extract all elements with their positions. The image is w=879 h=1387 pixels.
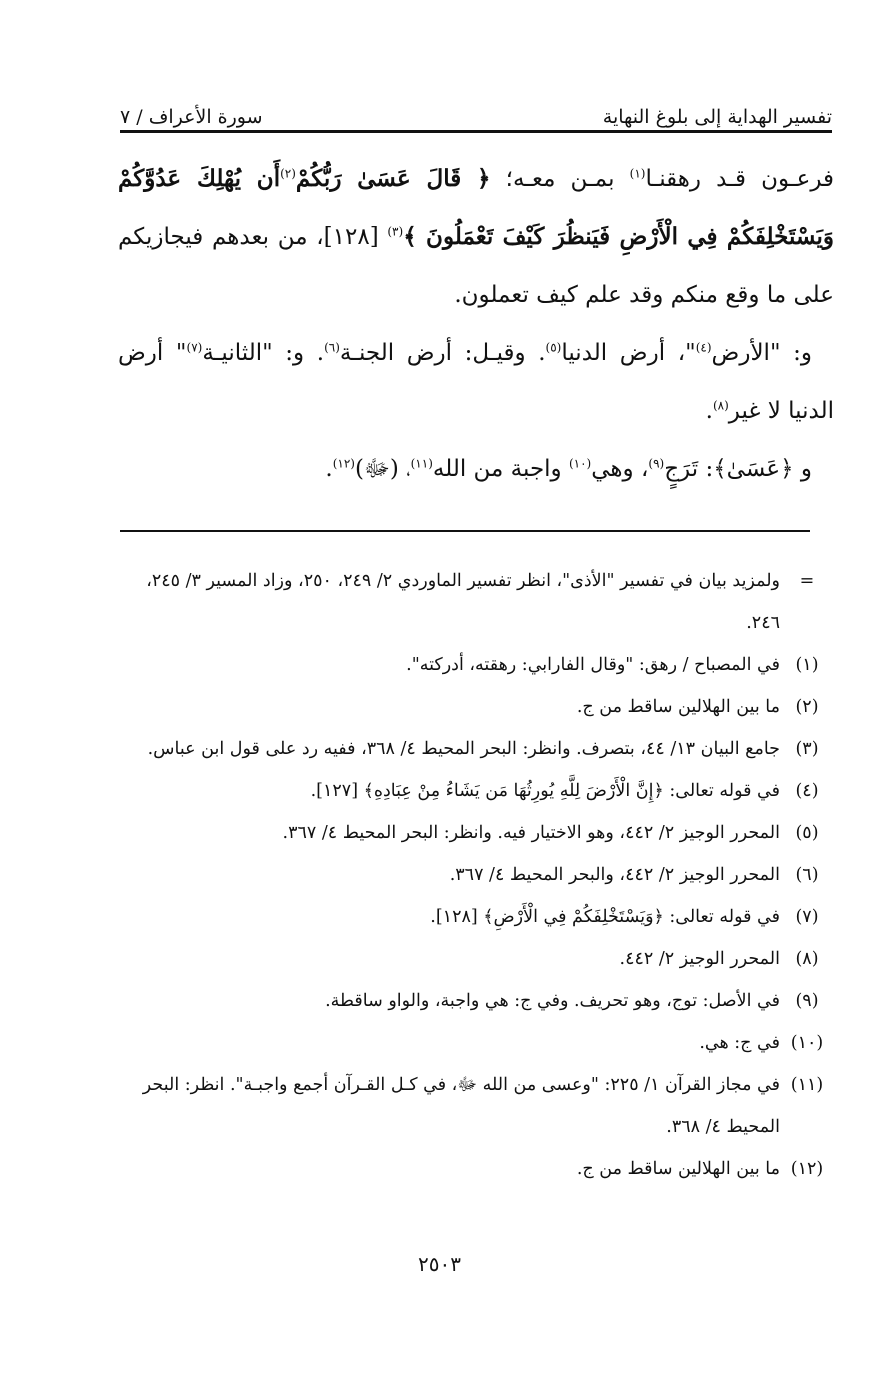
footnote-ref[interactable]: (١١) [410,456,433,471]
footnote-text: المحرر الوجيز ٢/ ٤٤٢، وهو الاختيار فيه. وانظر: البحر المحيط ٤/ ٣٦٧. [282,823,780,843]
footnote [112,1022,834,1064]
footnote [112,938,834,980]
page-number: ٢٥٠٣ [418,1252,461,1276]
footnote-ref[interactable]: (١٢) [332,456,355,471]
book-title: تفسير الهداية إلى بلوغ النهاية [602,106,832,128]
footnote-ref[interactable]: (٤) [695,340,712,355]
footnote-text: ما بين الهلالين ساقط من ج. [576,697,780,717]
text-run: . و: "الثانيـة [202,340,325,366]
text-run: "، أرض الدنيا [561,340,696,366]
paragraph-2 [118,324,834,440]
footnote-ref[interactable]: (٢) [280,166,296,181]
footnote-ref[interactable]: (٩) [648,456,665,471]
text-run: فرعـون قـد رهقنـا [645,166,834,192]
footnote [112,1064,834,1148]
footnote-ref[interactable]: (٥) [545,340,562,355]
footnote-separator [120,530,810,532]
footnote-text: المحرر الوجيز ٢/ ٤٤٢، والبحر المحيط ٤/ ٣٦٧. [449,865,780,885]
footnote [112,728,834,770]
footnote-text: في مجاز القرآن ١/ ٢٢٥: "وعسى من الله ﷻ، في كـل القـرآن أجمع واجبـة". انظر: البحر المحيط ٤/ ٣٦٨. [142,1075,780,1137]
footnote-ref[interactable]: (٦) [324,340,340,355]
footnote [112,644,834,686]
footnote-number: (١٢) [790,1159,824,1179]
footnote-number: (٧) [795,907,819,927]
footnote [112,686,834,728]
footnote-text: ولمزيد بيان في تفسير "الأذى"، انظر تفسير الماوردي ٢/ ٢٤٩، ٢٥٠، وزاد المسير ٣/ ٢٤٥، ٢٤٦. [146,571,780,633]
text-run: ، (ﷻ) [354,456,411,482]
main-text [118,150,834,498]
quran-verse: أَن يُهْلِكَ عَدُوَّكُمْ وَيَسْتَخْلِفَكُمْ فِي الْأَرْضِ فَيَنظُرَ كَيْفَ تَعْمَلُونَ ﴾ [118,165,834,250]
text-run: . وقيـل: أرض الجنـة [339,340,546,366]
footnote [112,980,834,1022]
footnote-text: المحرر الوجيز ٢/ ٤٤٢. [619,949,780,969]
footnote-ref[interactable]: (٣) [387,224,404,239]
footnote [112,1148,834,1190]
footnote-ref[interactable]: (٧) [186,340,203,355]
footnote-ref[interactable]: (١٠) [568,456,592,471]
footnote-text: في قوله تعالى: ﴿وَيَسْتَخْلِفَكُمْ فِي الْأَرْضِ﴾ [١٢٨]. [430,907,780,927]
text-run: ، وهي [591,456,649,482]
footnote-number: (٨) [795,949,819,969]
footnote-number: (١٠) [790,1033,824,1053]
footnote-continuation [112,560,834,644]
footnote [112,854,834,896]
footnote-text: في المصباح / رهق: "وقال الفارابي: رهقته، أدركته". [406,655,780,675]
text-run: . [705,398,713,424]
text-run: [١٢٨]، من بعدهم فيجازيكم على ما وقع منكم وقد علم كيف تعملون. [118,224,834,308]
quran-verse: ﴿ قَالَ عَسَىٰ رَبُّكُمْ [295,165,491,192]
footnote-number: (٤) [795,781,819,801]
surah-label: سورة الأعراف / ٧ [120,106,263,128]
footnote-text: في قوله تعالى: ﴿إِنَّ الْأَرْضَ لِلَّهِ يُورِثُهَا مَن يَشَاءُ مِنْ عِبَادِهِ﴾ [١٢٧]. [310,781,780,801]
footnote-number: (٣) [795,739,819,759]
text-run: بمـن معـه؛ [490,166,630,192]
footnote-ref[interactable]: (٨) [712,398,729,413]
text-run: و ﴿عَسَىٰ﴾: تَرَجٍ [664,456,812,482]
footnote-number: (٥) [795,823,819,843]
text-run: " أرض الدنيا لا غير [118,340,834,424]
paragraph-3 [118,440,834,498]
footnote-number: (٩) [795,991,819,1011]
footnote [112,770,834,812]
footnote-number: (٦) [795,865,819,885]
footnote-number: (١) [795,655,819,675]
footnote-text: في الأصل: توج، وهو تحريف. وفي ج: هي واجبة، والواو ساقطة. [325,991,780,1011]
paragraph-1 [118,150,834,324]
footnote-text: جامع البيان ١٣/ ٤٤، بتصرف. وانظر: البحر المحيط ٤/ ٣٦٨، ففيه رد على قول ابن عباس. [147,739,780,759]
running-header [120,92,832,133]
footnote [112,812,834,854]
footnote [112,896,834,938]
text-run: و: "الأرض [711,340,812,366]
footnotes [112,560,834,1190]
text-run: واجبة من الله [432,456,569,482]
text-run: . [325,456,333,482]
footnote-number: (١١) [790,1075,824,1095]
footnote-number: (٢) [795,697,819,717]
footnote-text: ما بين الهلالين ساقط من ج. [576,1159,780,1179]
footnote-ref[interactable]: (١) [629,166,646,181]
footnote-text: في ج: هي. [699,1033,780,1053]
continuation-marker: = [799,571,815,591]
